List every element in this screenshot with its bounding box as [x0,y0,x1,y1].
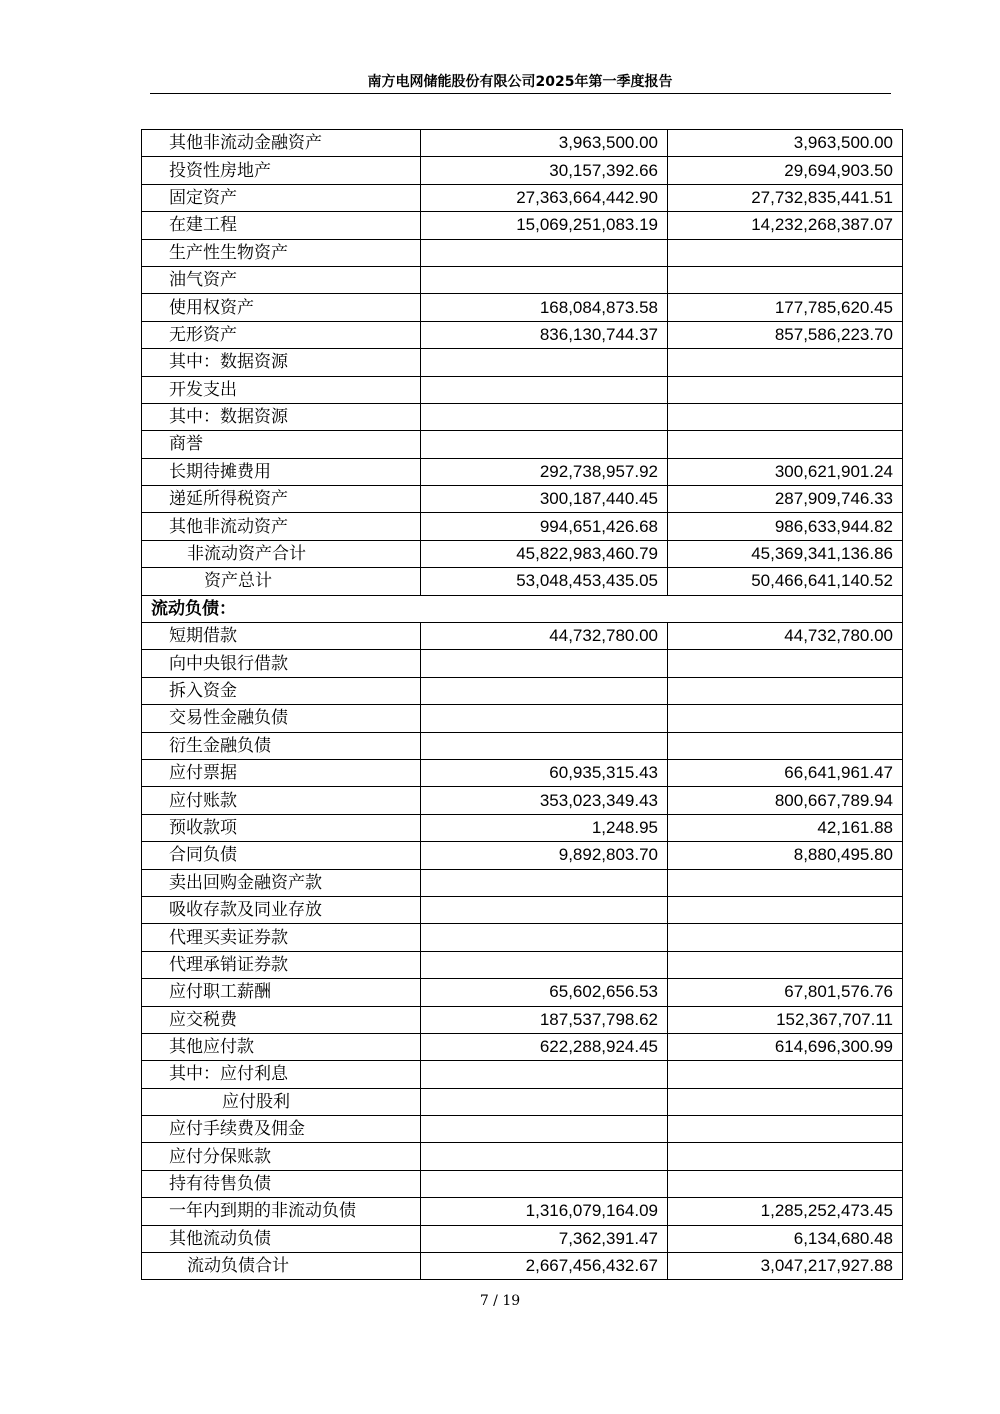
prior-period-value [668,1088,903,1115]
current-period-value [421,677,668,704]
row-label: 固定资产 [142,184,421,211]
prior-period-value [668,239,903,266]
current-period-value: 836,130,744.37 [421,321,668,348]
row-label: 商誉 [142,431,421,458]
table-row [142,486,903,513]
row-label: 长期待摊费用 [142,458,421,485]
prior-period-value: 3,047,217,927.88 [668,1253,903,1280]
prior-period-value: 44,732,780.00 [668,623,903,650]
current-period-value: 53,048,453,435.05 [421,568,668,595]
table-row [142,787,903,814]
current-period-value: 3,963,500.00 [421,130,668,157]
row-label: 其中：应付利息 [142,1061,421,1088]
table-row [142,431,903,458]
current-period-value [421,349,668,376]
row-label: 其他非流动金融资产 [142,130,421,157]
prior-period-value: 67,801,576.76 [668,979,903,1006]
table-row [142,1006,903,1033]
table-row [142,376,903,403]
row-label: 预收款项 [142,814,421,841]
current-period-value [421,896,668,923]
prior-period-value [668,924,903,951]
table-row [142,677,903,704]
table-row [142,1143,903,1170]
table-row [142,705,903,732]
current-period-value: 300,187,440.45 [421,486,668,513]
header-rule [150,93,891,94]
subtotal-row [142,540,903,567]
prior-period-value [668,1116,903,1143]
prior-period-value: 3,963,500.00 [668,130,903,157]
current-period-value: 9,892,803.70 [421,842,668,869]
row-label: 其中：数据资源 [142,349,421,376]
current-period-value [421,705,668,732]
prior-period-value [668,677,903,704]
prior-period-value [668,869,903,896]
prior-period-value: 1,285,252,473.45 [668,1198,903,1225]
prior-period-value [668,705,903,732]
prior-period-value [668,349,903,376]
row-label: 递延所得税资产 [142,486,421,513]
row-label: 卖出回购金融资产款 [142,869,421,896]
table-row [142,924,903,951]
row-label: 衍生金融负债 [142,732,421,759]
row-label: 投资性房地产 [142,157,421,184]
table-row [142,869,903,896]
table-row [142,814,903,841]
prior-period-value [668,376,903,403]
row-label: 资产总计 [142,568,421,595]
current-period-value: 187,537,798.62 [421,1006,668,1033]
prior-period-value: 800,667,789.94 [668,787,903,814]
table-row [142,1170,903,1197]
prior-period-value [668,431,903,458]
current-period-value [421,924,668,951]
prior-period-value: 300,621,901.24 [668,458,903,485]
prior-period-value: 27,732,835,441.51 [668,184,903,211]
row-label: 非流动资产合计 [142,540,421,567]
row-label: 应交税费 [142,1006,421,1033]
prior-period-value: 29,694,903.50 [668,157,903,184]
prior-period-value: 986,633,944.82 [668,513,903,540]
current-period-value [421,1170,668,1197]
prior-period-value: 6,134,680.48 [668,1225,903,1252]
table-row [142,157,903,184]
current-period-value [421,1088,668,1115]
table-row [142,759,903,786]
section-heading: 流动负债： [142,595,903,622]
table-row [142,1033,903,1060]
row-label: 应付股利 [142,1088,421,1115]
prior-period-value [668,650,903,677]
table-row [142,951,903,978]
table-row [142,212,903,239]
current-period-value [421,239,668,266]
current-period-value: 7,362,391.47 [421,1225,668,1252]
row-label: 向中央银行借款 [142,650,421,677]
balance-sheet-table [141,129,903,1280]
current-period-value: 27,363,664,442.90 [421,184,668,211]
current-period-value [421,951,668,978]
current-period-value: 622,288,924.45 [421,1033,668,1060]
current-period-value: 1,316,079,164.09 [421,1198,668,1225]
prior-period-value [668,266,903,293]
current-period-value: 292,738,957.92 [421,458,668,485]
table-row [142,513,903,540]
row-label: 在建工程 [142,212,421,239]
table-row [142,403,903,430]
prior-period-value: 42,161.88 [668,814,903,841]
row-label: 其他非流动资产 [142,513,421,540]
section-header-row [142,595,903,622]
prior-period-value: 14,232,268,387.07 [668,212,903,239]
current-period-value: 44,732,780.00 [421,623,668,650]
prior-period-value [668,403,903,430]
current-period-value: 353,023,349.43 [421,787,668,814]
current-period-value [421,732,668,759]
row-label: 无形资产 [142,321,421,348]
table-row [142,458,903,485]
row-label: 其他应付款 [142,1033,421,1060]
table-row [142,842,903,869]
report-header-title: 南方电网储能股份有限公司2025年第一季度报告 [367,74,673,90]
table-row [142,896,903,923]
table-row [142,1088,903,1115]
prior-period-value: 50,466,641,140.52 [668,568,903,595]
row-label: 油气资产 [142,266,421,293]
current-period-value [421,403,668,430]
table-row [142,1198,903,1225]
row-label: 生产性生物资产 [142,239,421,266]
row-label: 代理买卖证券款 [142,924,421,951]
current-period-value [421,266,668,293]
table-row [142,979,903,1006]
table-row [142,184,903,211]
prior-period-value: 614,696,300.99 [668,1033,903,1060]
prior-period-value: 8,880,495.80 [668,842,903,869]
row-label: 短期借款 [142,623,421,650]
table-row [142,130,903,157]
row-label: 应付职工薪酬 [142,979,421,1006]
current-period-value: 168,084,873.58 [421,294,668,321]
current-period-value: 2,667,456,432.67 [421,1253,668,1280]
current-period-value: 30,157,392.66 [421,157,668,184]
row-label: 使用权资产 [142,294,421,321]
table-row [142,623,903,650]
row-label: 流动负债合计 [142,1253,421,1280]
prior-period-value: 287,909,746.33 [668,486,903,513]
prior-period-value: 66,641,961.47 [668,759,903,786]
row-label: 交易性金融负债 [142,705,421,732]
table-row [142,294,903,321]
row-label: 拆入资金 [142,677,421,704]
prior-period-value: 152,367,707.11 [668,1006,903,1033]
row-label: 应付手续费及佣金 [142,1116,421,1143]
current-period-value: 994,651,426.68 [421,513,668,540]
table-row [142,266,903,293]
current-period-value [421,1143,668,1170]
current-period-value [421,1061,668,1088]
table-row [142,1061,903,1088]
prior-period-value: 857,586,223.70 [668,321,903,348]
row-label: 持有待售负债 [142,1170,421,1197]
prior-period-value [668,951,903,978]
current-period-value: 45,822,983,460.79 [421,540,668,567]
prior-period-value: 177,785,620.45 [668,294,903,321]
current-period-value [421,1116,668,1143]
row-label: 其中：数据资源 [142,403,421,430]
prior-period-value [668,1170,903,1197]
prior-period-value [668,1143,903,1170]
row-label: 开发支出 [142,376,421,403]
current-period-value: 65,602,656.53 [421,979,668,1006]
table-row [142,321,903,348]
row-label: 应付票据 [142,759,421,786]
prior-period-value [668,732,903,759]
row-label: 代理承销证券款 [142,951,421,978]
prior-period-value: 45,369,341,136.86 [668,540,903,567]
current-period-value: 1,248.95 [421,814,668,841]
current-period-value: 60,935,315.43 [421,759,668,786]
subtotal-row [142,1253,903,1280]
row-label: 其他流动负债 [142,1225,421,1252]
current-period-value [421,431,668,458]
row-label: 应付分保账款 [142,1143,421,1170]
table-row [142,1225,903,1252]
row-label: 一年内到期的非流动负债 [142,1198,421,1225]
table-row [142,1116,903,1143]
row-label: 吸收存款及同业存放 [142,896,421,923]
row-label: 合同负债 [142,842,421,869]
current-period-value [421,650,668,677]
current-period-value [421,869,668,896]
table-row [142,732,903,759]
prior-period-value [668,896,903,923]
current-period-value: 15,069,251,083.19 [421,212,668,239]
row-label: 应付账款 [142,787,421,814]
table-row [142,650,903,677]
current-period-value [421,376,668,403]
total-row [142,568,903,595]
table-row [142,239,903,266]
page-number: 7 / 19 [479,1293,521,1309]
table-row [142,349,903,376]
prior-period-value [668,1061,903,1088]
